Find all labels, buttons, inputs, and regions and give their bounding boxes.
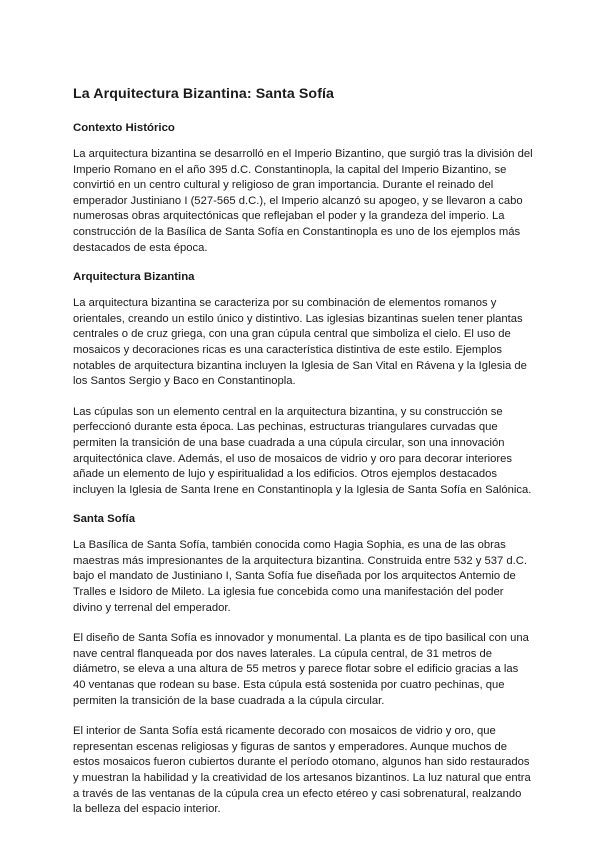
section-contexto-historico — [73, 122, 533, 256]
section-arquitectura-bizantina — [73, 271, 533, 498]
section-heading: Arquitectura Bizantina — [73, 271, 195, 284]
page-title: La Arquitectura Bizantina: Santa Sofía — [73, 86, 335, 102]
paragraph: El diseño de Santa Sofía es innovador y monumental. La planta es de tipo basilical con una nave central flanqueada por dos naves laterales. La cúpula central, de 31 metros de diámetro, se eleva a una altura de 55 metros y parece flotar sobre el edificio gracias a las 40 ventanas que rodean su base. Esta cúpula está sostenida por cuatro pechinas, que permiten la transición de la base cuadrada a la cúpula circular. — [73, 632, 529, 707]
paragraph: Las cúpulas son un elemento central en la arquitectura bizantina, y su construcción se perfeccionó durante esta época. Las pechinas, estructuras triangulares curvadas que permiten la transición de una base cuadrada a una cúpula circular, son una innovación arquitectónica clave. Además, el uso de mosaicos de vidrio y oro para decorar interiores añade un elemento de lujo y espiritualidad a los edificios. Otros ejemplos destacados incluyen la Iglesia de Santa Irene en Constantinopla y la Iglesia de Santa Sofía en Salónica. — [73, 405, 532, 496]
paragraph: La arquitectura bizantina se caracteriza por su combinación de elementos romanos y orientales, creando un estilo único y distintivo. Las iglesias bizantinas suelen tener plantas centrales o de cruz griega, con una gran cúpula central que simboliza el cielo. El uso de mosaicos y decoraciones ricas es una característica distintiva de este estilo. Ejemplos notables de arquitectura bizantina incluyen la Iglesia de San Vital en Rávena y la Iglesia de los Santos Sergio y Baco en Constantinopla. — [73, 297, 527, 388]
paragraph: El interior de Santa Sofía está ricamente decorado con mosaicos de vidrio y oro, que representan escenas religiosas y figuras de santos y emperadores. Aunque muchos de estos mosaicos fueron cubiertos durante el período otomano, algunos han sido restaurados y muestran la habilidad y la creatividad de los artesanos bizantinos. La luz natural que entra a través de las ventanas de la cúpula crea un efecto etéreo y casi sobrenatural, realzando la belleza del espacio interior. — [73, 725, 531, 816]
paragraph: La Basílica de Santa Sofía, también conocida como Hagia Sophia, es una de las obras maestras más impresionantes de la arquitectura bizantina. Construida entre 532 y 537 d.C. bajo el mandato de Justiniano I, Santa Sofía fue diseñada por los arquitectos Antemio de Tralles e Isidoro de Mileto. La iglesia fue concebida como una manifestación del poder divino y terrenal del emperador. — [73, 539, 527, 614]
section-santa-sofia — [73, 513, 533, 818]
section-heading: Contexto Histórico — [73, 122, 175, 134]
section-heading: Santa Sofía — [73, 513, 136, 526]
paragraph: La arquitectura bizantina se desarrolló en el Imperio Bizantino, que surgió tras la división del Imperio Romano en el año 395 d.C. Constantinopla, la capital del Imperio Bizantino, se convirtió en un centro cultural y religioso de gran importancia. Durante el reinado del emperador Justiniano I (527-565 d.C.), el Imperio alcanzó su apogeo, y se llevaron a cabo numerosas obras arquitectónicas que reflejaban el poder y la grandeza del imperio. La construcción de la Basílica de Santa Sofía en Constantinopla es uno de los ejemplos más destacados de esta época. — [73, 148, 533, 254]
document-page — [73, 86, 533, 833]
